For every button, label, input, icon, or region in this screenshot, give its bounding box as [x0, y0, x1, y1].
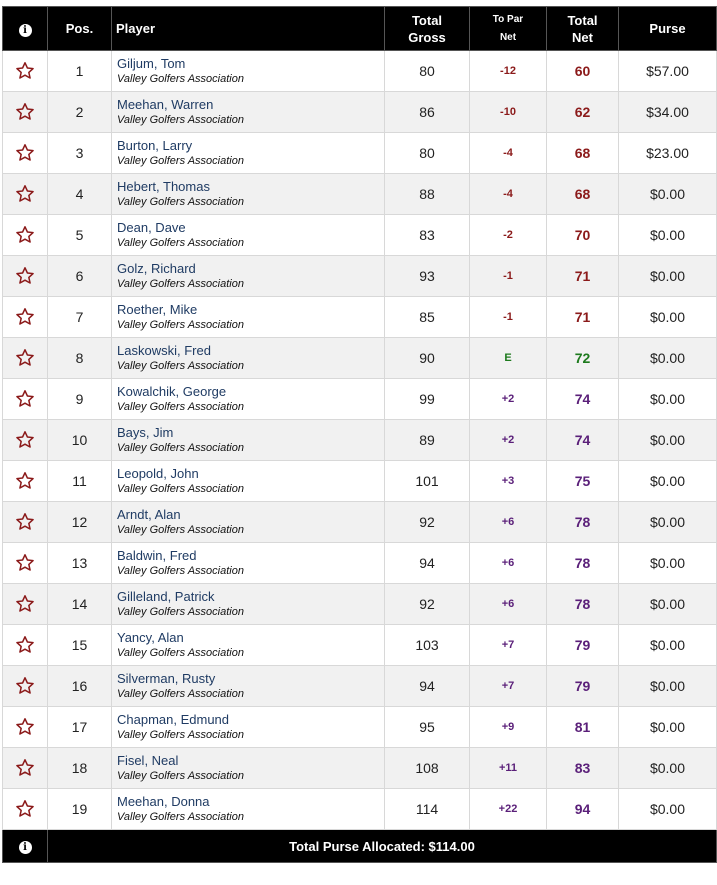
to-par-net: +7	[470, 625, 547, 666]
player-name[interactable]: Leopold, John	[117, 465, 199, 481]
player-cell	[112, 174, 385, 215]
player-club: Valley Golfers Association	[117, 605, 244, 618]
star-icon[interactable]	[15, 717, 35, 737]
purse: $0.00	[619, 338, 717, 379]
favorite-cell	[3, 748, 48, 789]
header-total-net[interactable]	[547, 7, 619, 51]
star-icon[interactable]	[15, 635, 35, 655]
position: 18	[48, 748, 112, 789]
player-club: Valley Golfers Association	[117, 687, 244, 700]
player-cell	[112, 133, 385, 174]
header-row	[3, 7, 717, 51]
total-net: 68	[547, 133, 619, 174]
table-row	[3, 584, 717, 625]
total-gross: 85	[385, 297, 470, 338]
position: 5	[48, 215, 112, 256]
player-name[interactable]: Meehan, Warren	[117, 96, 214, 112]
player-club: Valley Golfers Association	[117, 441, 244, 454]
total-net: 71	[547, 297, 619, 338]
to-par-net: -1	[470, 256, 547, 297]
footer-info-cell	[3, 830, 48, 863]
star-icon[interactable]	[15, 389, 35, 409]
favorite-cell	[3, 297, 48, 338]
to-par-net: -1	[470, 297, 547, 338]
favorite-cell	[3, 584, 48, 625]
table-row	[3, 338, 717, 379]
purse: $0.00	[619, 297, 717, 338]
position: 15	[48, 625, 112, 666]
player-name[interactable]: Meehan, Donna	[117, 793, 210, 809]
favorite-cell	[3, 92, 48, 133]
to-par-net: +9	[470, 707, 547, 748]
position: 7	[48, 297, 112, 338]
header-total-gross-line1: Total	[411, 12, 443, 28]
favorite-cell	[3, 174, 48, 215]
table-row	[3, 297, 717, 338]
player-club: Valley Golfers Association	[117, 113, 244, 126]
player-name[interactable]: Chapman, Edmund	[117, 711, 230, 727]
total-gross: 94	[385, 543, 470, 584]
total-net: 74	[547, 420, 619, 461]
player-cell	[112, 51, 385, 92]
player-name[interactable]: Giljum, Tom	[117, 55, 186, 71]
purse: $34.00	[619, 92, 717, 133]
star-icon[interactable]	[15, 102, 35, 122]
star-icon[interactable]	[15, 430, 35, 450]
player-club: Valley Golfers Association	[117, 728, 244, 741]
header-player[interactable]: Player	[112, 7, 385, 51]
favorite-cell	[3, 133, 48, 174]
total-net: 79	[547, 625, 619, 666]
total-net: 72	[547, 338, 619, 379]
header-total-net-line2: Net	[572, 29, 593, 45]
position: 2	[48, 92, 112, 133]
footer-row	[3, 830, 717, 863]
total-net: 68	[547, 174, 619, 215]
star-icon[interactable]	[15, 471, 35, 491]
player-name[interactable]: Hebert, Thomas	[117, 178, 210, 194]
to-par-net: +2	[470, 420, 547, 461]
table-row	[3, 215, 717, 256]
total-gross: 88	[385, 174, 470, 215]
total-gross: 101	[385, 461, 470, 502]
star-icon[interactable]	[15, 348, 35, 368]
player-club: Valley Golfers Association	[117, 646, 244, 659]
player-club: Valley Golfers Association	[117, 400, 244, 413]
to-par-net: -2	[470, 215, 547, 256]
total-gross: 93	[385, 256, 470, 297]
table-row	[3, 379, 717, 420]
player-cell	[112, 625, 385, 666]
total-net: 94	[547, 789, 619, 830]
total-gross: 95	[385, 707, 470, 748]
favorite-cell	[3, 789, 48, 830]
to-par-net: +11	[470, 748, 547, 789]
player-name[interactable]: Golz, Richard	[117, 260, 196, 276]
player-club: Valley Golfers Association	[117, 277, 244, 290]
star-icon[interactable]	[15, 225, 35, 245]
position: 4	[48, 174, 112, 215]
header-total-gross-line2: Gross	[408, 29, 446, 45]
table-row	[3, 707, 717, 748]
star-icon[interactable]	[15, 676, 35, 696]
total-net: 78	[547, 543, 619, 584]
to-par-net: +3	[470, 461, 547, 502]
player-cell	[112, 502, 385, 543]
table-row	[3, 420, 717, 461]
player-club: Valley Golfers Association	[117, 154, 244, 167]
table-row	[3, 256, 717, 297]
table-row	[3, 502, 717, 543]
player-club: Valley Golfers Association	[117, 810, 244, 823]
player-club: Valley Golfers Association	[117, 236, 244, 249]
position: 11	[48, 461, 112, 502]
total-purse-label: Total Purse Allocated: $114.00	[48, 830, 717, 863]
star-icon[interactable]	[15, 594, 35, 614]
player-name[interactable]: Gilleland, Patrick	[117, 588, 215, 604]
table-row	[3, 133, 717, 174]
header-to-par-line2: Net	[499, 31, 517, 43]
total-gross: 89	[385, 420, 470, 461]
favorite-cell	[3, 461, 48, 502]
total-gross: 80	[385, 133, 470, 174]
player-name[interactable]: Dean, Dave	[117, 219, 186, 235]
header-purse[interactable]: Purse	[619, 7, 717, 51]
to-par-net: -10	[470, 92, 547, 133]
purse: $0.00	[619, 748, 717, 789]
to-par-net: E	[470, 338, 547, 379]
position: 6	[48, 256, 112, 297]
player-name[interactable]: Baldwin, Fred	[117, 547, 197, 563]
star-icon[interactable]	[15, 143, 35, 163]
total-net: 79	[547, 666, 619, 707]
purse: $0.00	[619, 789, 717, 830]
purse: $0.00	[619, 584, 717, 625]
player-club: Valley Golfers Association	[117, 359, 244, 372]
favorite-cell	[3, 707, 48, 748]
purse: $0.00	[619, 502, 717, 543]
total-gross: 94	[385, 666, 470, 707]
table-row	[3, 174, 717, 215]
table-row	[3, 666, 717, 707]
table-row	[3, 461, 717, 502]
position: 14	[48, 584, 112, 625]
total-gross: 92	[385, 502, 470, 543]
position: 3	[48, 133, 112, 174]
total-net: 70	[547, 215, 619, 256]
purse: $0.00	[619, 543, 717, 584]
player-club: Valley Golfers Association	[117, 769, 244, 782]
total-gross: 86	[385, 92, 470, 133]
total-gross: 114	[385, 789, 470, 830]
to-par-net: +7	[470, 666, 547, 707]
favorite-cell	[3, 379, 48, 420]
player-cell	[112, 748, 385, 789]
purse: $0.00	[619, 174, 717, 215]
favorite-cell	[3, 256, 48, 297]
player-cell	[112, 338, 385, 379]
star-icon[interactable]	[15, 553, 35, 573]
purse: $0.00	[619, 420, 717, 461]
total-net: 62	[547, 92, 619, 133]
total-net: 81	[547, 707, 619, 748]
favorite-cell	[3, 51, 48, 92]
player-cell	[112, 461, 385, 502]
star-icon[interactable]	[15, 266, 35, 286]
header-to-par-net[interactable]	[470, 7, 547, 51]
player-cell	[112, 92, 385, 133]
star-icon[interactable]	[15, 799, 35, 819]
player-cell	[112, 297, 385, 338]
leaderboard	[2, 6, 716, 863]
leaderboard-rows	[3, 51, 717, 830]
total-net: 83	[547, 748, 619, 789]
purse: $0.00	[619, 707, 717, 748]
player-cell	[112, 420, 385, 461]
position: 17	[48, 707, 112, 748]
position: 12	[48, 502, 112, 543]
star-icon[interactable]	[15, 61, 35, 81]
player-name[interactable]: Fisel, Neal	[117, 752, 179, 768]
table-row	[3, 789, 717, 830]
total-gross: 90	[385, 338, 470, 379]
player-cell	[112, 379, 385, 420]
player-club: Valley Golfers Association	[117, 72, 244, 85]
player-club: Valley Golfers Association	[117, 195, 244, 208]
info-icon[interactable]: i	[19, 841, 32, 854]
info-icon[interactable]: i	[19, 24, 32, 37]
table-row	[3, 51, 717, 92]
header-pos[interactable]: Pos.	[48, 7, 112, 51]
player-name[interactable]: Roether, Mike	[117, 301, 198, 317]
header-total-gross[interactable]	[385, 7, 470, 51]
player-cell	[112, 707, 385, 748]
total-gross: 99	[385, 379, 470, 420]
total-net: 75	[547, 461, 619, 502]
to-par-net: +6	[470, 543, 547, 584]
table-row	[3, 748, 717, 789]
purse: $57.00	[619, 51, 717, 92]
total-gross: 108	[385, 748, 470, 789]
position: 9	[48, 379, 112, 420]
star-icon[interactable]	[15, 184, 35, 204]
player-name[interactable]: Bays, Jim	[117, 424, 174, 440]
player-cell	[112, 789, 385, 830]
position: 13	[48, 543, 112, 584]
player-club: Valley Golfers Association	[117, 564, 244, 577]
to-par-net: +22	[470, 789, 547, 830]
purse: $0.00	[619, 215, 717, 256]
total-gross: 103	[385, 625, 470, 666]
player-cell	[112, 584, 385, 625]
player-club: Valley Golfers Association	[117, 482, 244, 495]
to-par-net: -4	[470, 174, 547, 215]
table-row	[3, 625, 717, 666]
to-par-net: +6	[470, 584, 547, 625]
total-net: 71	[547, 256, 619, 297]
leaderboard-table	[2, 6, 717, 863]
favorite-cell	[3, 215, 48, 256]
purse: $0.00	[619, 256, 717, 297]
position: 1	[48, 51, 112, 92]
table-row	[3, 543, 717, 584]
purse: $0.00	[619, 666, 717, 707]
total-gross: 92	[385, 584, 470, 625]
player-name[interactable]: Laskowski, Fred	[117, 342, 211, 358]
favorite-cell	[3, 420, 48, 461]
total-gross: 83	[385, 215, 470, 256]
player-cell	[112, 543, 385, 584]
player-cell	[112, 215, 385, 256]
header-to-par-line1: To Par	[492, 13, 524, 25]
favorite-cell	[3, 338, 48, 379]
player-name[interactable]: Kowalchik, George	[117, 383, 227, 399]
header-total-net-line1: Total	[567, 12, 598, 28]
total-net: 78	[547, 584, 619, 625]
star-icon[interactable]	[15, 307, 35, 327]
player-cell	[112, 666, 385, 707]
favorite-cell	[3, 502, 48, 543]
total-gross: 80	[385, 51, 470, 92]
to-par-net: -4	[470, 133, 547, 174]
favorite-cell	[3, 666, 48, 707]
total-net: 74	[547, 379, 619, 420]
player-name[interactable]: Arndt, Alan	[117, 506, 181, 522]
star-icon[interactable]	[15, 512, 35, 532]
purse: $0.00	[619, 625, 717, 666]
to-par-net: +2	[470, 379, 547, 420]
total-net: 60	[547, 51, 619, 92]
position: 19	[48, 789, 112, 830]
total-net: 78	[547, 502, 619, 543]
favorite-cell	[3, 543, 48, 584]
header-info-cell	[3, 7, 48, 51]
position: 10	[48, 420, 112, 461]
purse: $0.00	[619, 461, 717, 502]
player-club: Valley Golfers Association	[117, 523, 244, 536]
purse: $0.00	[619, 379, 717, 420]
position: 8	[48, 338, 112, 379]
player-name[interactable]: Silverman, Rusty	[117, 670, 216, 686]
to-par-net: +6	[470, 502, 547, 543]
position: 16	[48, 666, 112, 707]
player-name[interactable]: Burton, Larry	[117, 137, 193, 153]
table-row	[3, 92, 717, 133]
player-cell	[112, 256, 385, 297]
purse: $23.00	[619, 133, 717, 174]
to-par-net: -12	[470, 51, 547, 92]
player-name[interactable]: Yancy, Alan	[117, 629, 184, 645]
star-icon[interactable]	[15, 758, 35, 778]
player-club: Valley Golfers Association	[117, 318, 244, 331]
favorite-cell	[3, 625, 48, 666]
